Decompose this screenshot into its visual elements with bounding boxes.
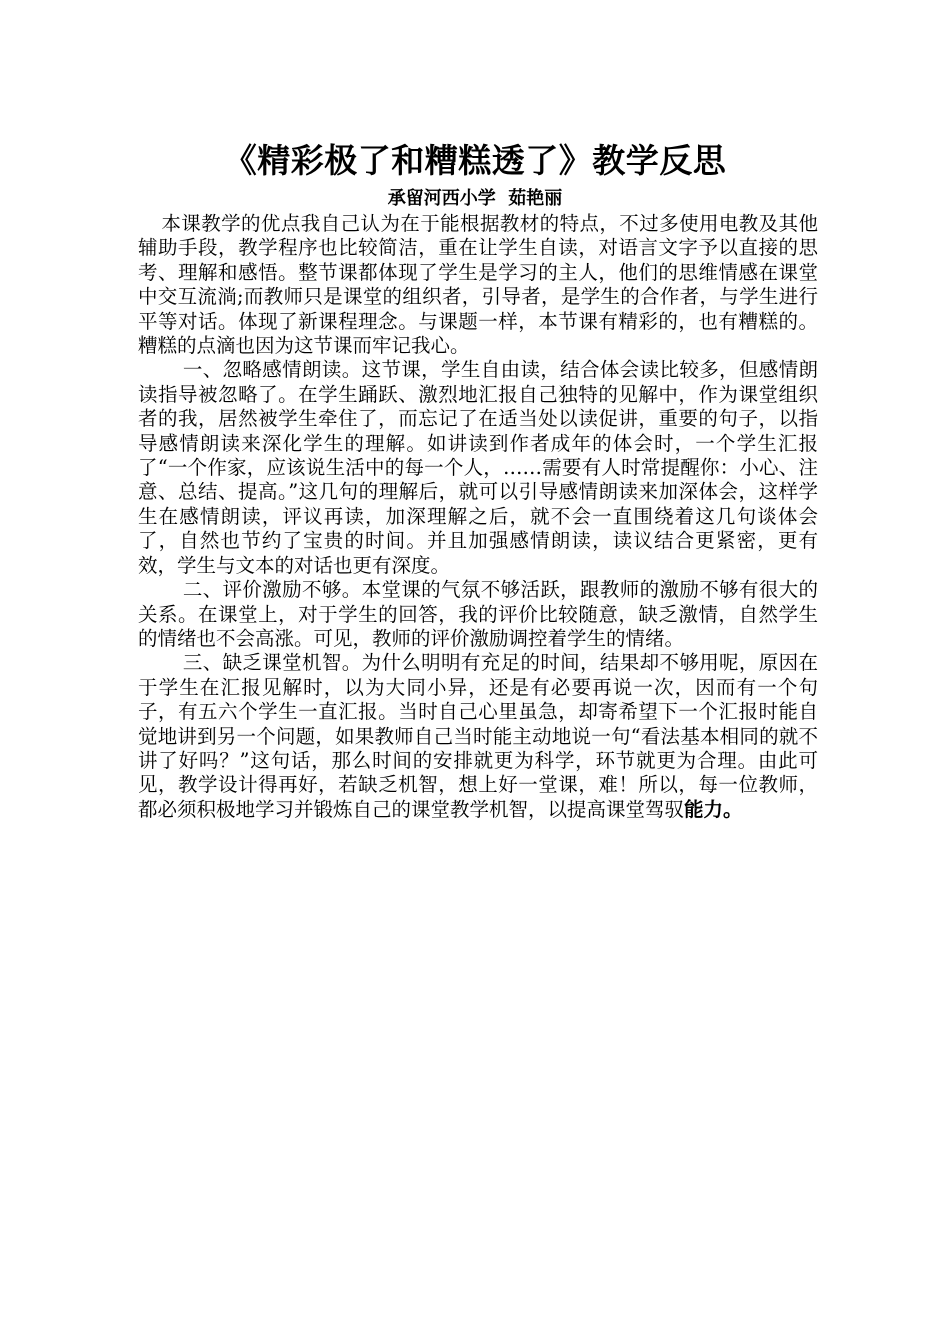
- document-author: 承留河西小学 茹艳丽: [387, 188, 563, 209]
- paragraph-point-3-text: 三、缺乏课堂机智。为什么明明有充足的时间，结果却不够用呢，原因在于学生在汇报见解时，以为大同小异，还是有必要再说一次，因而有一个句子，有五六个学生一直汇报。当时自己心里虽急，却寄希望下一个汇报时能自觉地讲到另一个问题，如果教师自己当时能主动地说一句“看法基本相同的就不讲了好吗？”这句话，那么时间的安排就更为科学，环节就更为合理。由此可见，教学设计得再好，若缺乏机智，想上好一堂课，难！所以，每一位教师，都必须积极地学习并锻炼自己的课堂教学机智，以提高课堂驾驭: [138, 651, 818, 821]
- paragraph-intro: 本课教学的优点我自己认为在于能根据教材的特点，不过多使用电教及其他辅助手段，教学程序也比较简洁，重在让学生自读，对语言文字予以直接的思考、理解和感悟。整节课都体现了学生是学习的主人，他们的思维情感在课堂中交互流淌;而教师只是课堂的组织者，引导者，是学生的合作者，与学生进行平等对话。体现了新课程理念。与课题一样，本节课有精彩的，也有糟糕的。糟糕的点滴也因为这节课而牢记我心。: [138, 212, 818, 358]
- paragraph-point-2: 二、评价激励不够。本堂课的气氛不够活跃，跟教师的激励不够有很大的关系。在课堂上，对于学生的回答，我的评价比较随意，缺乏激情，自然学生的情绪也不会高涨。可见，教师的评价激励调控着学生的情绪。: [138, 578, 818, 650]
- paragraph-point-1: 一、忽略感情朗读。这节课，学生自由读，结合体会读比较多，但感情朗读指导被忽略了。在学生踊跃、激烈地汇报自己独特的见解中，作为课堂组织者的我，居然被学生牵住了，而忘记了在适当处以读促讲，重要的句子，以指导感情朗读来深化学生的理解。如讲读到作者成年的体会时，一个学生汇报了“一个作家，应该说生活中的每一个人，……需要有人时常提醒你：小心、注意、总结、提高。”这几句的理解后，就可以引导感情朗读来加深体会，这样学生在感情朗读，评议再读，加深理解之后，就不会一直围绕着这几句谈体会了，自然也节约了宝贵的时间。并且加强感情朗读，读议结合更紧密，更有效，学生与文本的对话也更有深度。: [138, 358, 818, 577]
- closing-bold-text: 能力。: [684, 797, 743, 821]
- paragraph-point-3: [138, 651, 818, 822]
- document-title: 《精彩极了和糟糕透了》教学反思: [223, 141, 727, 180]
- document-body: [138, 212, 818, 822]
